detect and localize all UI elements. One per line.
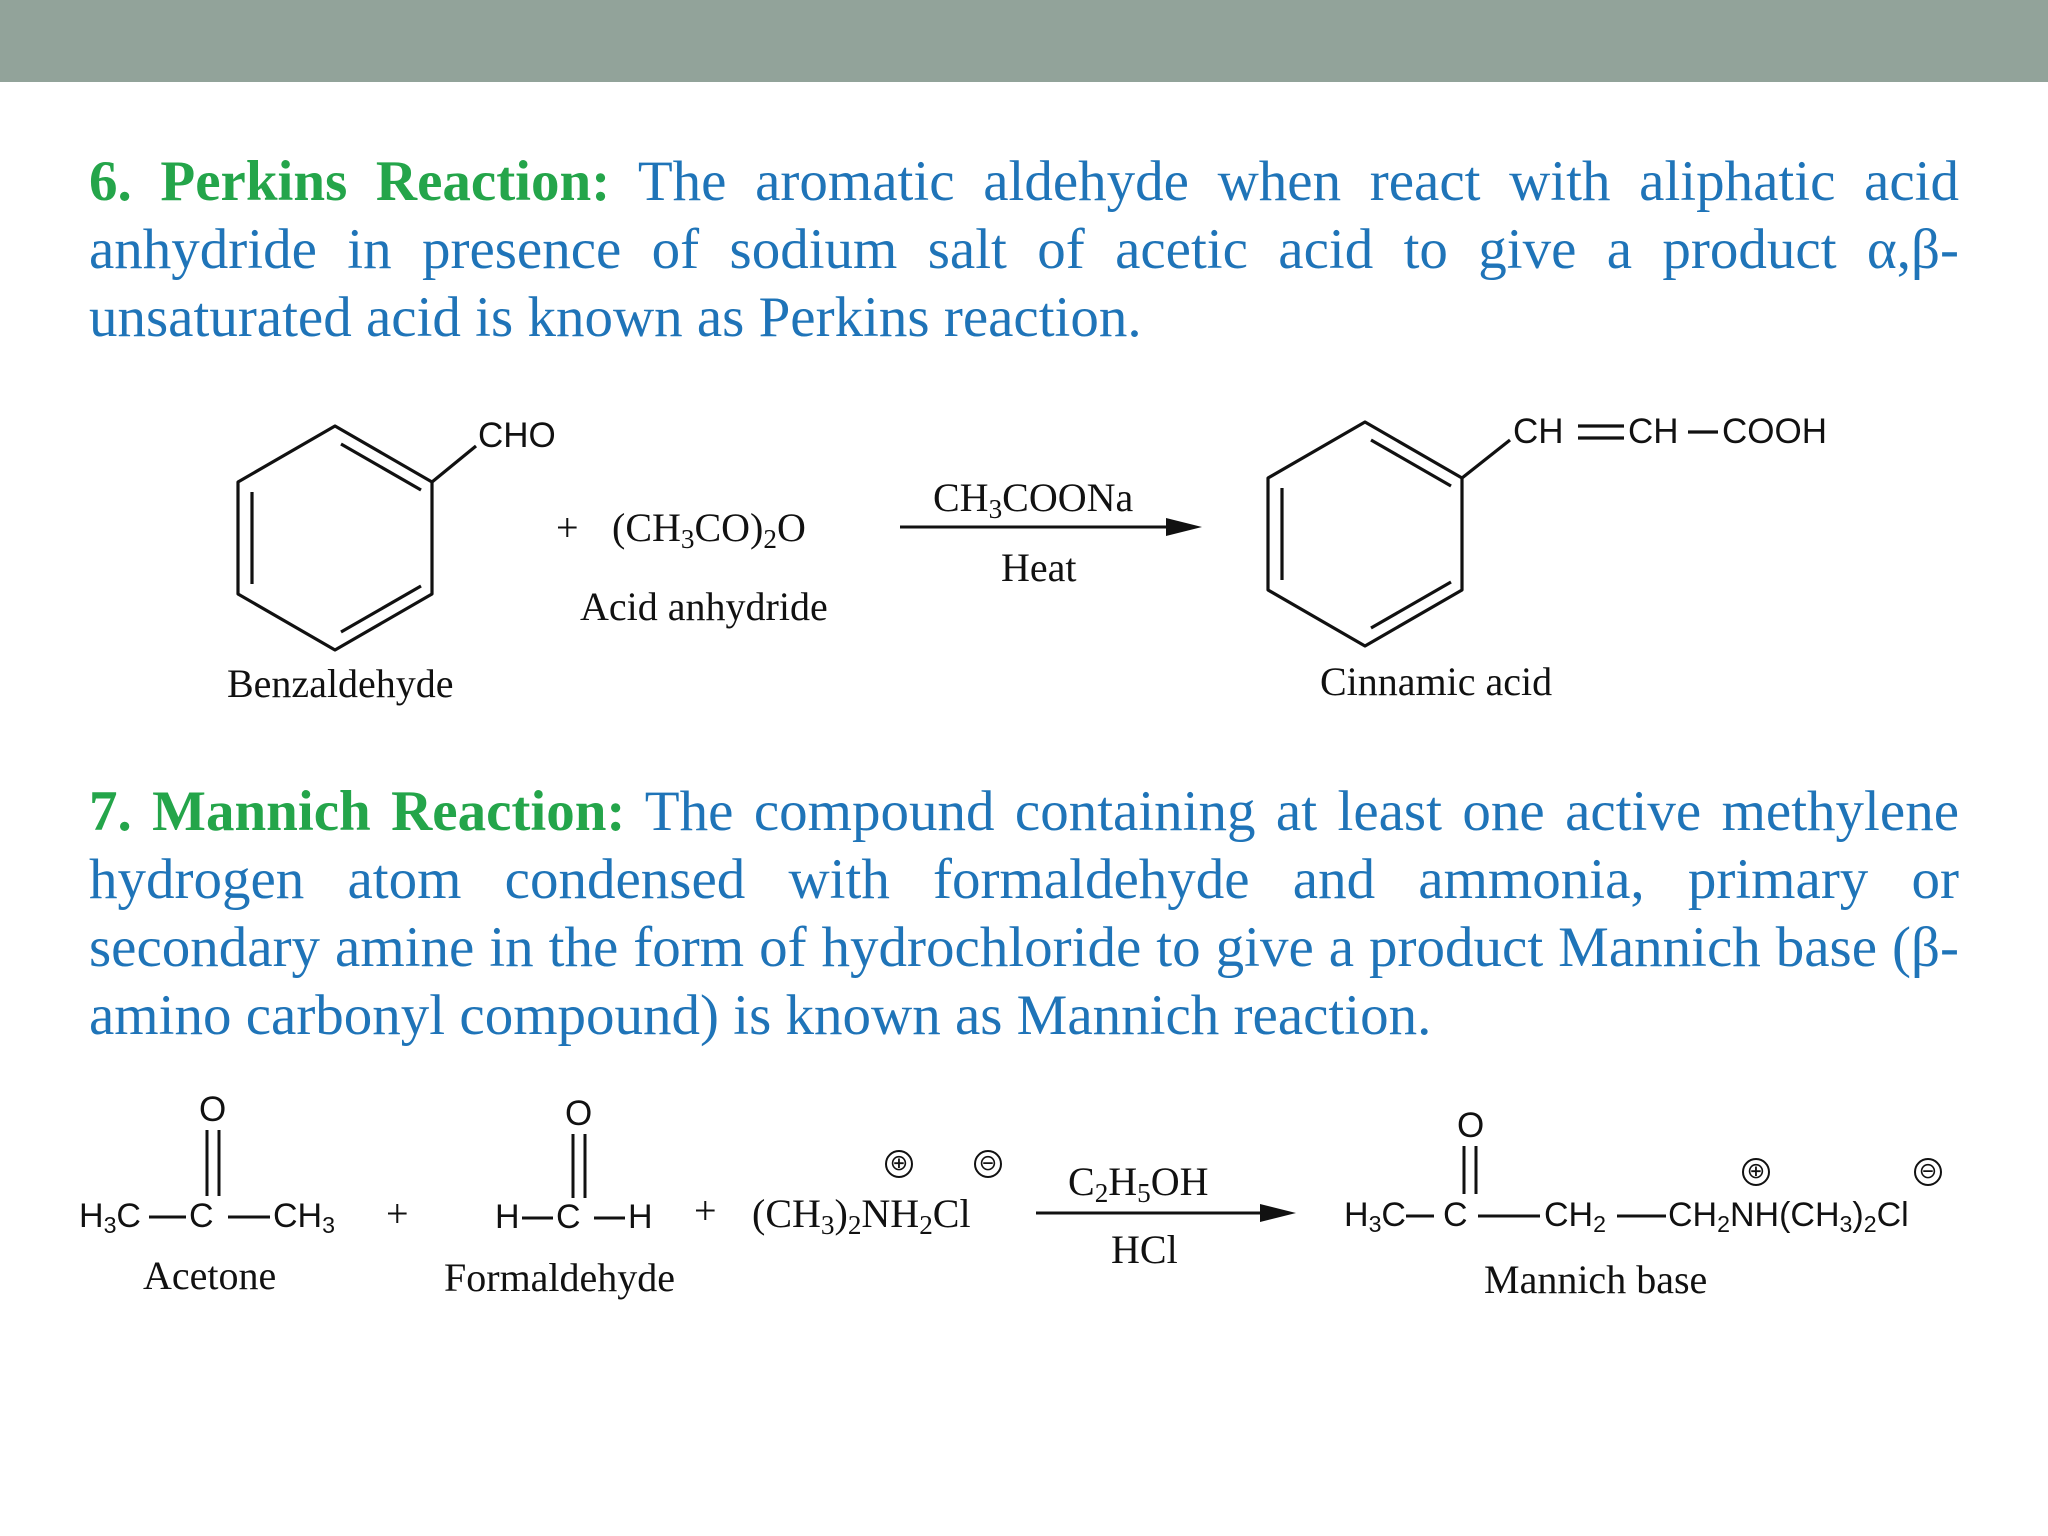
side-chain-cooh: COOH xyxy=(1722,412,1827,451)
side-chain-ch-1: CH xyxy=(1513,412,1564,451)
formaldehyde-h-left: H xyxy=(495,1198,520,1236)
formaldehyde-label: Formaldehyde xyxy=(444,1255,676,1300)
mannich-condition-top: $C_2H_5OH$ xyxy=(1068,1159,1209,1208)
mannich-arrow-head xyxy=(1260,1204,1296,1222)
acetone-carbonyl-carbon: C xyxy=(189,1197,214,1235)
mannich-heading: 7. Mannich Reaction: xyxy=(89,780,626,843)
side-chain-ch-2: CH xyxy=(1628,412,1679,451)
product-negative-charge-icon: ⊖ xyxy=(1914,1158,1942,1186)
product-ch2-amine: $CH_2NH(CH_3)_2Cl$ xyxy=(1668,1196,1909,1237)
cinnamic-acid-label: Cinnamic acid xyxy=(1320,659,1553,704)
mannich-description: The compound containing at least one active methylene hydrogen atom condensed with formaldehyde and ammonia, primary or secondary amine in the form of hydrochloride to give a product Mannich base (β-amino carbonyl compound) is known as Mannich reaction. xyxy=(89,780,1959,1047)
acid-anhydride-formula: $(CH_3CO)_2O$ xyxy=(612,505,806,554)
benzaldehyde-label: Benzaldehyde xyxy=(227,661,454,706)
product-carbonyl-carbon: C xyxy=(1443,1196,1468,1234)
dimethylamine-hydrochloride: $(CH_3)_2NH_2Cl$ xyxy=(752,1191,971,1240)
formaldehyde-carbon: C xyxy=(556,1198,581,1236)
acetone-ch3: $CH_3$ xyxy=(273,1197,335,1238)
mannich-base-label: Mannich base xyxy=(1484,1257,1708,1302)
acid-anhydride-label: Acid anhydride xyxy=(580,584,828,629)
negative-charge-icon: ⊖ xyxy=(974,1150,1002,1178)
product-ch2: $CH_2$ xyxy=(1544,1196,1606,1237)
positive-charge-icon: ⊕ xyxy=(885,1150,913,1178)
product-h3c: $H_3C$ xyxy=(1344,1196,1406,1237)
formaldehyde-oxygen: O xyxy=(565,1094,593,1133)
product-oxygen: O xyxy=(1457,1106,1485,1145)
perkin-description: The aromatic aldehyde when react with aliphatic acid anhydride in presence of sodium salt of acetic acid to give a product α,β-unsaturated acid is known as Perkins reaction. xyxy=(89,150,1959,349)
perkin-heading: 6. Perkins Reaction: xyxy=(89,150,611,213)
cho-label: CHO xyxy=(478,416,556,455)
perkin-condition-top: $CH_3COONa$ xyxy=(933,475,1134,524)
plus-sign: + xyxy=(556,505,579,550)
perkin-condition-bottom: Heat xyxy=(1001,545,1077,590)
plus-sign-1: + xyxy=(386,1191,409,1236)
mannich-condition-bottom: HCl xyxy=(1111,1227,1178,1272)
acetone-oxygen: O xyxy=(199,1090,227,1129)
product-positive-charge-icon: ⊕ xyxy=(1742,1158,1770,1186)
acetone-label: Acetone xyxy=(143,1253,277,1298)
plus-sign-2: + xyxy=(694,1188,717,1233)
formaldehyde-h-right: H xyxy=(628,1198,653,1236)
acetone-h3c: $H_3C$ xyxy=(79,1197,141,1238)
